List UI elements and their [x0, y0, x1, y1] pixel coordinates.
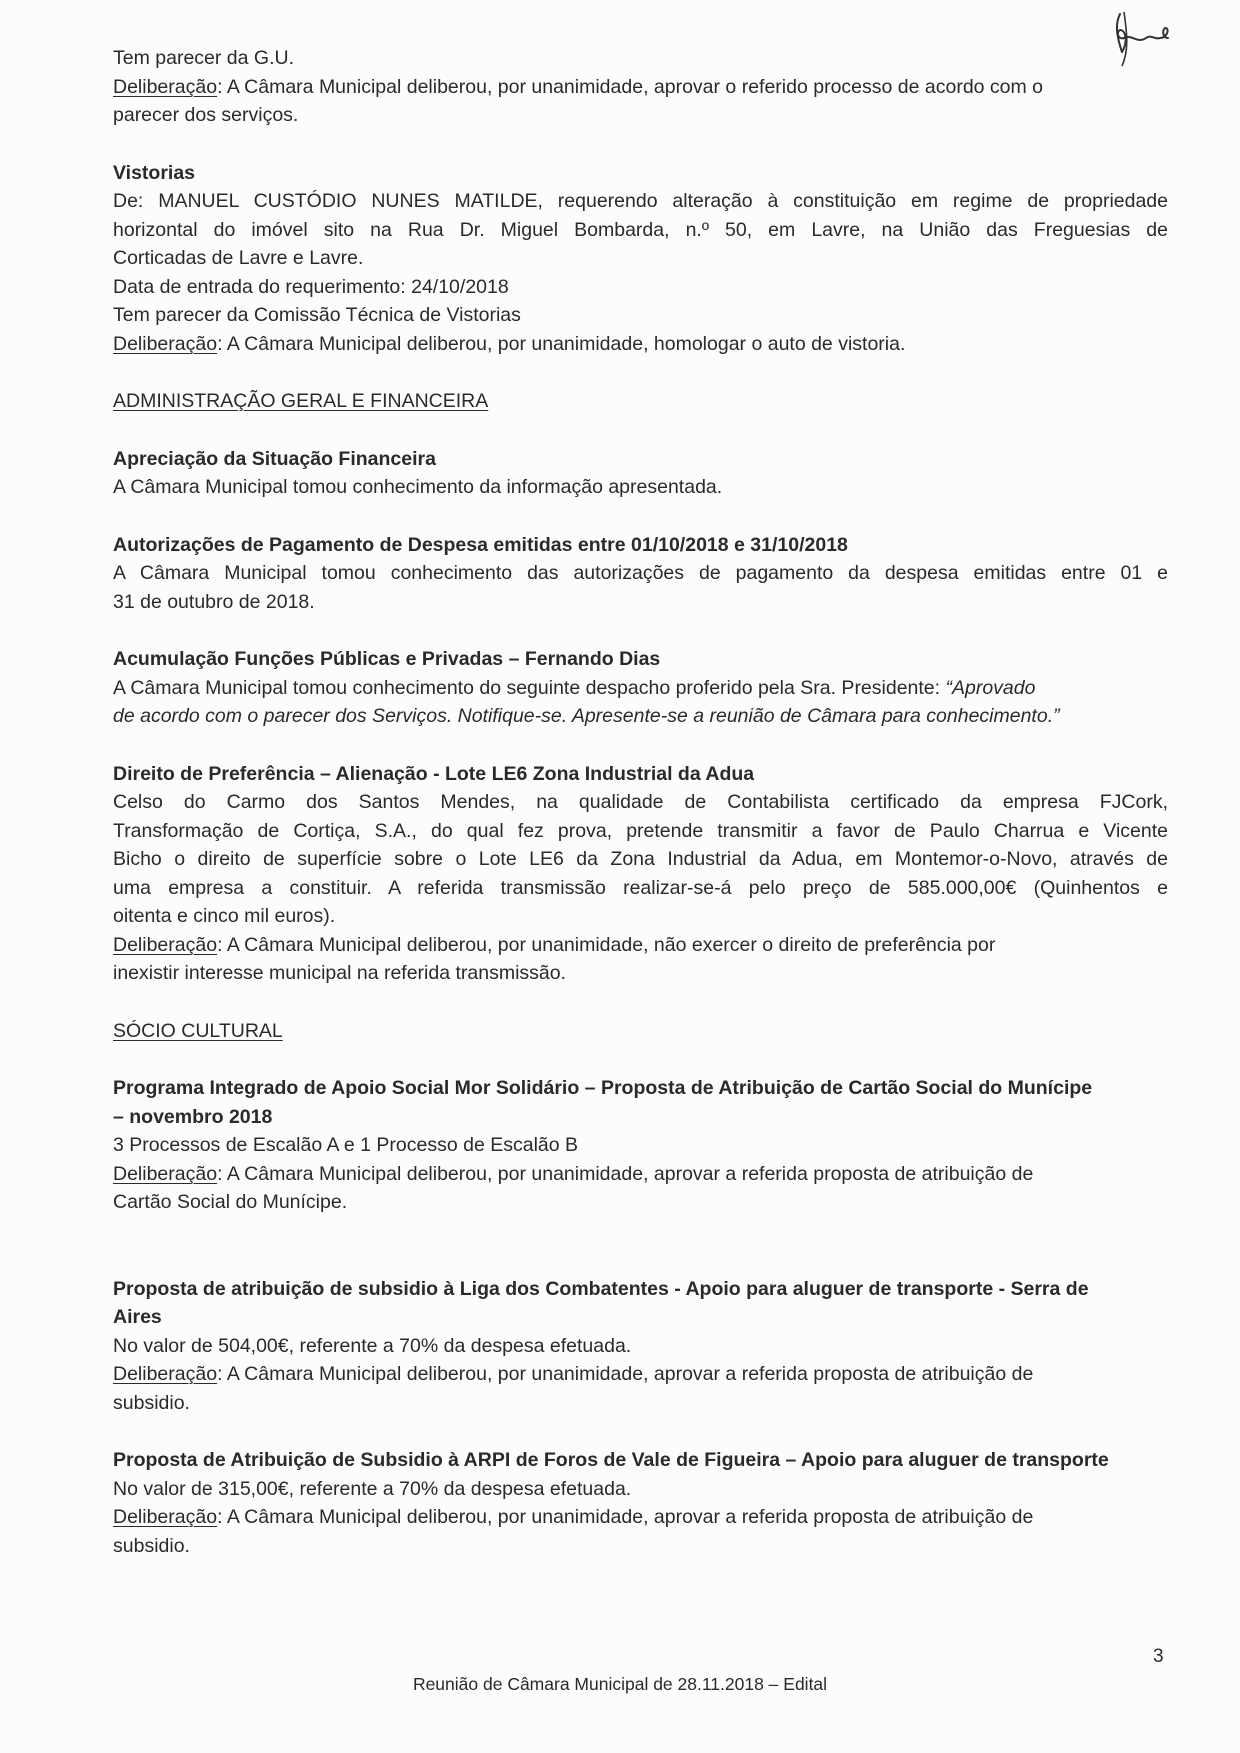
- text-line: Cartão Social do Munícipe.: [113, 1191, 348, 1213]
- text-line: [113, 1160, 1168, 1189]
- text-line: subsidio.: [113, 1391, 190, 1414]
- page-number: 3: [1153, 1646, 1164, 1667]
- text-line: oitenta e cinco mil euros).: [113, 905, 336, 927]
- item-heading: Direito de Preferência – Alienação - Lote LE6 Zona Industrial da Adua: [113, 762, 755, 785]
- text-line: uma empresa a constituir. A referida transmissão realizar-se-á pelo preço de 585.000,00€ (Quinhentos e: [113, 876, 1168, 899]
- text-line: [113, 73, 1168, 102]
- text-line: [113, 1503, 1168, 1532]
- text-line: Celso do Carmo dos Santos Mendes, na qualidade de Contabilista certificado da empresa FJCork,: [113, 791, 1168, 813]
- item-heading: – novembro 2018: [113, 1105, 273, 1128]
- text-line: subsidio.: [113, 1534, 190, 1557]
- text-line: [113, 931, 1168, 960]
- text-span: : A Câmara Municipal deliberou, por unanimidade, não exercer o direito de preferência por: [217, 933, 996, 956]
- section-title-admin: ADMINISTRAÇÃO GERAL E FINANCEIRA: [113, 390, 489, 412]
- text-line: Data de entrada do requerimento: 24/10/2018: [113, 275, 509, 298]
- deliberation-label: Deliberação: [113, 332, 218, 355]
- text-line: 31 de outubro de 2018.: [113, 590, 315, 613]
- text-line: inexistir interesse municipal na referida transmissão.: [113, 962, 567, 984]
- text-line: horizontal do imóvel sito na Rua Dr. Miguel Bombarda, n.º 50, em Lavre, na União das Freguesias de: [113, 218, 1168, 241]
- text-line: De: MANUEL CUSTÓDIO NUNES MATILDE, requerendo alteração à constituição em regime de propriedade: [113, 190, 1168, 212]
- deliberation-label: Deliberação: [113, 933, 218, 956]
- section-heading-vistorias: Vistorias: [113, 161, 196, 184]
- item-heading: Aires: [113, 1306, 162, 1328]
- text-line: [113, 330, 1168, 359]
- text-line: Tem parecer da Comissão Técnica de Vistorias: [113, 304, 521, 326]
- text-line: Tem parecer da G.U.: [113, 47, 294, 69]
- text-line: [113, 674, 1168, 703]
- text-line: A Câmara Municipal tomou conhecimento das autorizações de pagamento da despesa emitidas entre 01 e: [113, 562, 1168, 584]
- section-title-socio: SÓCIO CULTURAL: [113, 1019, 283, 1042]
- deliberation-label: Deliberação: [113, 1506, 218, 1528]
- text-span: : A Câmara Municipal deliberou, por unanimidade, aprovar a referida proposta de atribuição de: [217, 1162, 1034, 1185]
- text-line: 3 Processos de Escalão A e 1 Processo de Escalão B: [113, 1134, 579, 1156]
- text-line: Corticadas de Lavre e Lavre.: [113, 247, 364, 269]
- text-line: Bicho o direito de superfície sobre o Lote LE6 da Zona Industrial da Adua, em Montemor-o-Novo, através de: [113, 848, 1168, 870]
- text-span: A Câmara Municipal tomou conhecimento do seguinte despacho proferido pela Sra. Presidente:: [113, 676, 946, 699]
- text-line: No valor de 315,00€, referente a 70% da despesa efetuada.: [113, 1477, 632, 1500]
- document-body: [113, 44, 1168, 1560]
- quote-span: “Aprovado: [945, 676, 1036, 699]
- item-heading: Proposta de atribuição de subsidio à Liga dos Combatentes - Apoio para aluguer de transporte - Serra de: [113, 1277, 1089, 1300]
- deliberation-label: Deliberação: [113, 75, 218, 98]
- item-heading: Acumulação Funções Públicas e Privadas – Fernando Dias: [113, 648, 661, 670]
- text-span: : A Câmara Municipal deliberou, por unanimidade, aprovar a referida proposta de atribuição de: [217, 1363, 1034, 1385]
- quote-line: de acordo com o parecer dos Serviços. Notifique-se. Apresente-se a reunião de Câmara para conhecimento.”: [113, 705, 1060, 727]
- item-heading: Proposta de Atribuição de Subsidio à ARPI de Foros de Vale de Figueira – Apoio para aluguer de transporte: [113, 1449, 1109, 1471]
- text-span: : A Câmara Municipal deliberou, por unanimidade, aprovar a referida proposta de atribuição de: [217, 1506, 1034, 1528]
- text-line: parecer dos serviços.: [113, 104, 299, 126]
- text-line: [113, 1360, 1168, 1389]
- deliberation-label: Deliberação: [113, 1162, 218, 1185]
- text-line: No valor de 504,00€, referente a 70% da despesa efetuada.: [113, 1334, 632, 1357]
- deliberation-label: Deliberação: [113, 1363, 218, 1385]
- item-heading: Programa Integrado de Apoio Social Mor Solidário – Proposta de Atribuição de Cartão Social do Munícipe: [113, 1077, 1093, 1099]
- item-heading: Apreciação da Situação Financeira: [113, 447, 436, 470]
- item-heading: Autorizações de Pagamento de Despesa emitidas entre 01/10/2018 e 31/10/2018: [113, 533, 848, 556]
- text-span: : A Câmara Municipal deliberou, por unanimidade, homologar o auto de vistoria.: [217, 332, 906, 355]
- text-line: A Câmara Municipal tomou conhecimento da informação apresentada.: [113, 476, 723, 498]
- text-span: : A Câmara Municipal deliberou, por unanimidade, aprovar o referido processo de acordo com o: [217, 75, 1044, 98]
- text-line: Transformação de Cortiça, S.A., do qual fez prova, pretende transmitir a favor de Paulo Charrua e Vicente: [113, 819, 1168, 842]
- page-footer: Reunião de Câmara Municipal de 28.11.2018 – Edital: [412, 1674, 828, 1694]
